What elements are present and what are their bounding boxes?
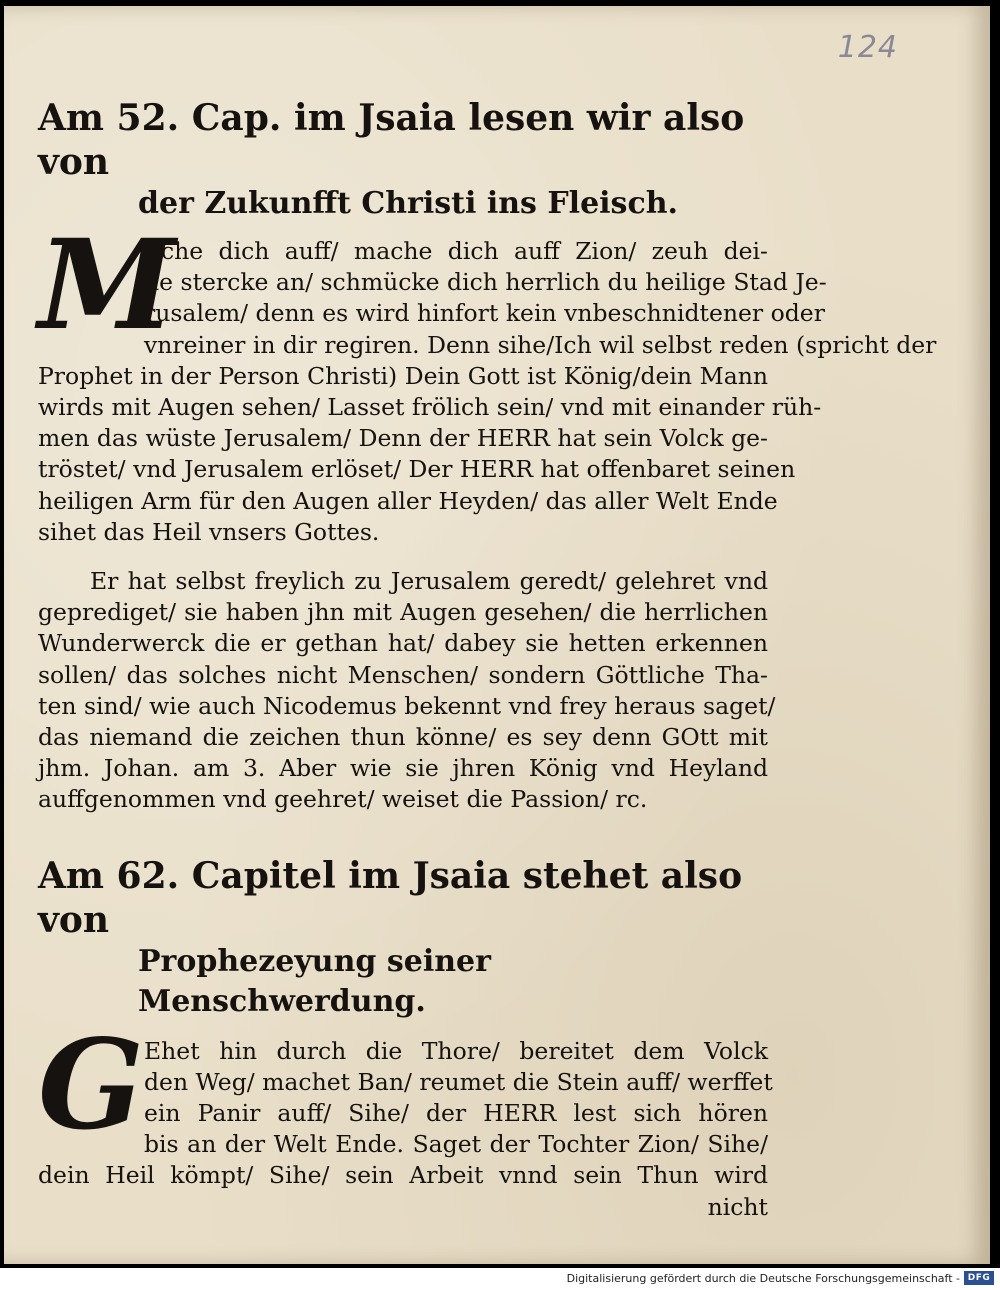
text-line: den Weg/ machet Ban/ reumet die Stein auff/ werffet <box>144 1067 773 1096</box>
text-line: rusalem/ denn es wird hinfort kein vnbeschnidtener oder <box>144 299 825 328</box>
text-line: wirds mit Augen sehen/ Lasset frölich sein/ vnd mit einander rüh- <box>38 393 822 422</box>
section2-heading <box>38 854 768 1022</box>
text-line: jhm. Johan. am 3. Aber wie sie jhren König vnd Heyland <box>38 754 768 783</box>
section1-heading-line1: Am 52. Cap. im Jsaia lesen wir also von <box>38 97 745 183</box>
text-line: Ache dich auff/ mache dich auff Zion/ zeuh dei- <box>144 237 768 265</box>
text-line: ne stercke an/ schmücke dich herrlich du heilige Stad Je- <box>144 268 827 297</box>
section2-heading-line1: Am 62. Capitel im Jsaia stehet also von <box>38 854 743 941</box>
text-line: sollen/ das solches nicht Menschen/ sondern Göttliche Tha- <box>38 660 768 689</box>
text-line: Prophet in der Person Christi) Dein Gott ist König/dein Mann <box>38 361 768 390</box>
text-line: Ehet hin durch die Thore/ bereitet dem Volck <box>144 1036 768 1065</box>
text-line: tröstet/ vnd Jerusalem erlöset/ Der HERR hat offenbaret seinen <box>38 455 796 484</box>
text-line: ten sind/ wie auch Nicodemus bekennt vnd frey heraus saget/ <box>38 691 776 720</box>
text-line: ein Panir auff/ Sihe/ der HERR lest sich hören <box>144 1099 768 1128</box>
text-line: Er hat selbst freylich zu Jerusalem geredt/ gelehret vnd <box>90 567 768 596</box>
catchword: nicht <box>707 1192 768 1221</box>
text-block <box>38 96 937 1223</box>
text-line: Wunderwerck die er gethan hat/ dabey sie hetten erkennen <box>38 629 768 658</box>
text-line: geprediget/ sie haben jhn mit Augen gesehen/ die herrlichen <box>38 598 768 627</box>
text-line: das niemand die zeichen thun könne/ es sey denn GOtt mit <box>38 723 768 752</box>
text-line: men das wüste Jerusalem/ Denn der HERR hat sein Volck ge- <box>38 424 768 453</box>
text-line: vnreiner in dir regiren. Denn sihe/Ich wil selbst reden (spricht der <box>144 330 937 359</box>
section2-paragraph1 <box>38 1012 773 1223</box>
book-page <box>4 6 990 1264</box>
section1-paragraph2 <box>38 566 776 816</box>
section1-heading-line2: der Zukunfft Christi ins Fleisch. <box>138 186 678 221</box>
dfg-logo: DFG <box>964 1271 994 1285</box>
text-line: heiligen Arm für den Augen aller Heyden/ das aller Welt Ende <box>38 486 778 515</box>
text-line: auffgenommen vnd geehret/ weiset die Passion/ rc. <box>38 785 648 814</box>
section1-paragraph1 <box>38 213 937 548</box>
section1-heading <box>38 96 768 224</box>
section2-initial-letter: G <box>38 1012 144 1158</box>
folio-number: 124 <box>837 30 898 65</box>
section1-initial-letter: M <box>38 213 176 358</box>
text-line: bis an der Welt Ende. Saget der Tochter Zion/ Sihe/ <box>144 1130 768 1159</box>
text-line: dein Heil kömpt/ Sihe/ sein Arbeit vnnd sein Thun wird <box>38 1161 768 1190</box>
text-line: sihet das Heil vnsers Gottes. <box>38 517 380 546</box>
digitization-credit: Digitalisierung gefördert durch die Deutsche Forschungsgemeinschaft - <box>566 1272 960 1285</box>
section2-heading-line2: Prophezeyung seiner Menschwerdung. <box>138 943 491 1019</box>
